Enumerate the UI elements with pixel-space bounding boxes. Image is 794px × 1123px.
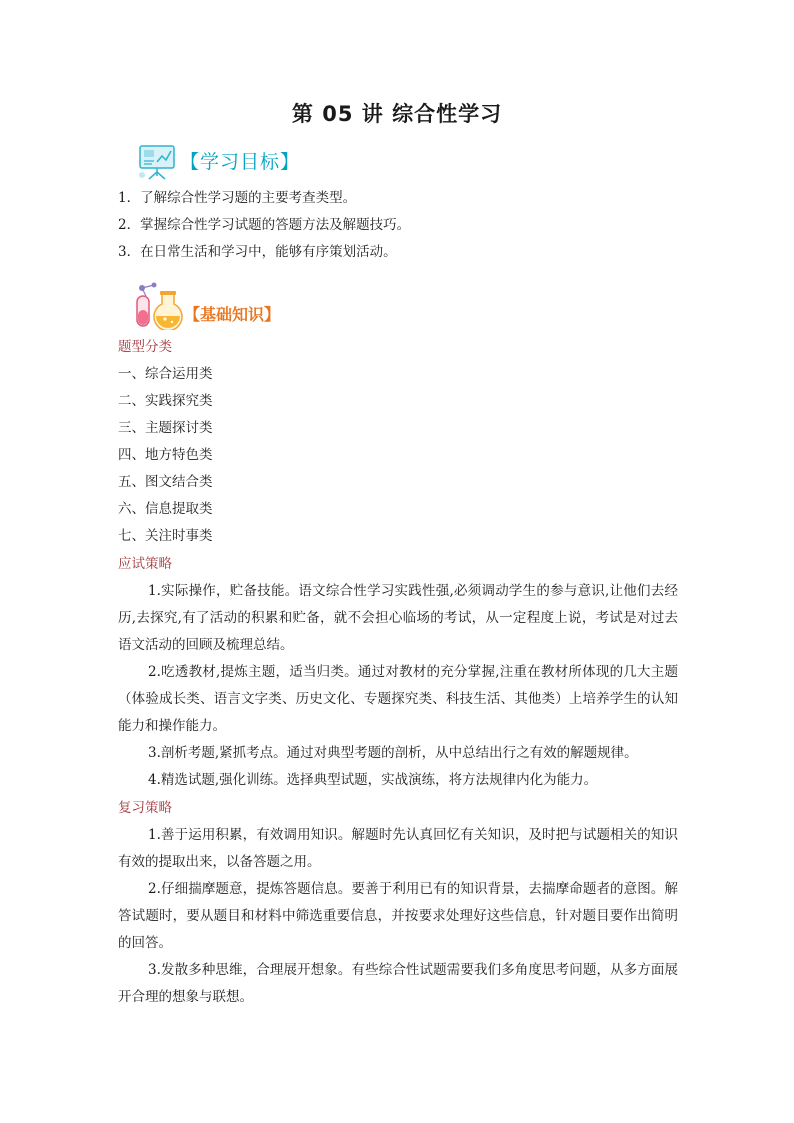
type-item-5: 五、图文结合类 bbox=[118, 474, 213, 490]
exam-strategy-para-2: 2.吃透教材,提炼主题，适当归类。通过对教材的充分掌握,注重在教材所体现的几大主题（体验成长类、语言文字类、历史文化、专题探究类、科技生活、其他类）上培养学生的认知能力和操作能力。 bbox=[118, 664, 678, 734]
science-flask-icon bbox=[132, 282, 184, 330]
exam-strategy-para-3: 3.剖析考题,紧抓考点。通过对典型考题的剖析，从中总结出行之有效的解题规律。 bbox=[148, 745, 638, 761]
type-item-2: 二、实践探究类 bbox=[118, 393, 213, 409]
type-item-6: 六、信息提取类 bbox=[118, 501, 213, 517]
type-item-7: 七、关注时事类 bbox=[118, 528, 213, 544]
exam-strategy-para-1: 1.实际操作，贮备技能。语文综合性学习实践性强,必须调动学生的参与意识,让他们去经历,去探究,有了活动的积累和贮备，就不会担心临场的考试，从一定程度上说，考试是对过去语文活动的回顾及梳理总结。 bbox=[118, 583, 678, 653]
presentation-board-icon bbox=[136, 142, 180, 182]
review-strategy-para-2: 2.仔细揣摩题意，提炼答题信息。要善于利用已有的知识背景，去揣摩命题者的意图。解答试题时，要从题目和材料中筛选重要信息，并按要求处理好这些信息，针对题目要作出简明的回答。 bbox=[118, 881, 678, 951]
review-strategy-heading: 复习策略 bbox=[118, 800, 172, 816]
type-item-3: 三、主题探讨类 bbox=[118, 420, 213, 436]
goal-item-1: 1．了解综合性学习题的主要考查类型。 bbox=[118, 190, 357, 206]
types-heading: 题型分类 bbox=[118, 339, 172, 355]
goals-heading: 【学习目标】 bbox=[180, 151, 301, 173]
type-item-4: 四、地方特色类 bbox=[118, 447, 213, 463]
goal-item-2: 2．掌握综合性学习试题的答题方法及解题技巧。 bbox=[118, 217, 411, 233]
review-strategy-para-3: 3.发散多种思维，合理展开想象。有些综合性试题需要我们多角度思考问题，从多方面展开合理的想象与联想。 bbox=[118, 962, 678, 1005]
page-title: 第 05 讲 综合性学习 bbox=[291, 102, 503, 126]
basics-heading: 【基础知识】 bbox=[184, 305, 281, 324]
review-strategy-para-1: 1.善于运用积累，有效调用知识。解题时先认真回忆有关知识，及时把与试题相关的知识有效的提取出来，以备答题之用。 bbox=[118, 827, 678, 870]
exam-strategy-para-4: 4.精选试题,强化训练。选择典型试题，实战演练，将方法规律内化为能力。 bbox=[148, 772, 598, 788]
exam-strategy-heading: 应试策略 bbox=[118, 556, 172, 572]
type-item-1: 一、综合运用类 bbox=[118, 366, 213, 382]
goal-item-3: 3．在日常生活和学习中，能够有序策划活动。 bbox=[118, 244, 397, 260]
